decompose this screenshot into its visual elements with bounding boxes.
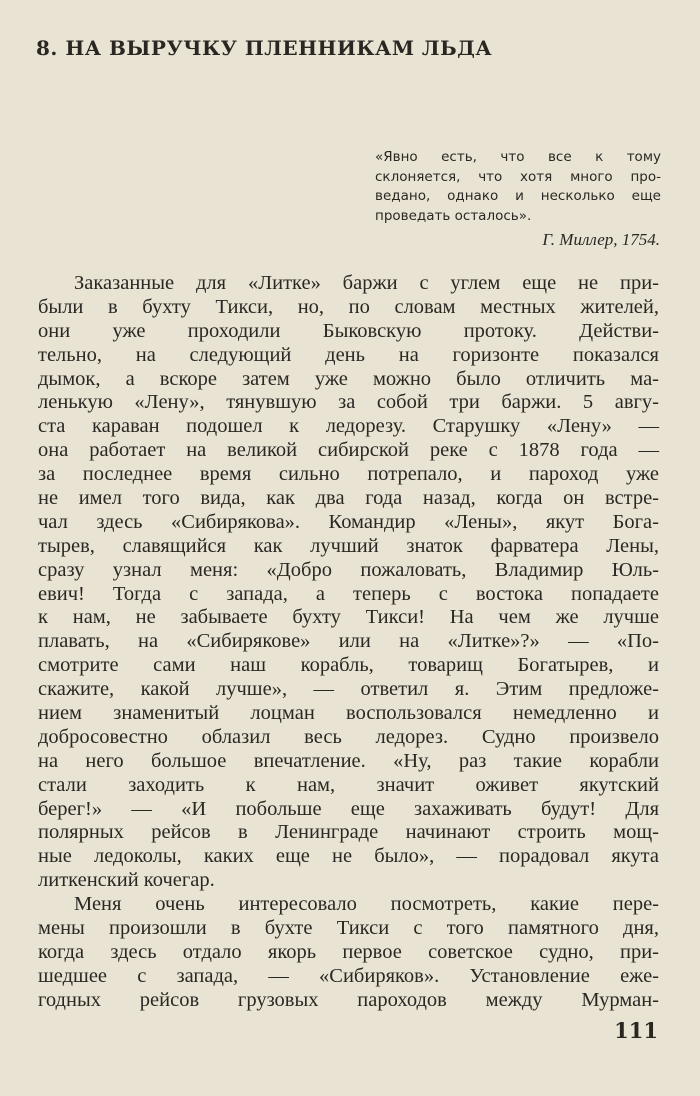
body-line: берег!» — «И побольше еще захаживать будут! Для [38, 797, 659, 820]
body-line: литкенский кочегар. [38, 869, 215, 892]
body-line: сразу узнал меня: «Добро пожаловать, Владимир Юль- [38, 558, 659, 581]
body-line: мены произошли в бухте Тикси с того памятного дня, [38, 917, 659, 940]
epigraph [375, 148, 661, 226]
body-line: они уже проходили Быковскую протоку. Действи- [38, 319, 659, 342]
body-line: были в бухту Тикси, но, по словам местных жителей, [38, 295, 659, 318]
body-line: когда здесь отдало якорь первое советское судно, при- [38, 940, 659, 963]
body-line: добросовестно облазил весь ледорез. Судно произвело [38, 725, 659, 748]
body-line: шедшее с запада, — «Сибиряков». Установление еже- [38, 964, 659, 987]
epigraph-line: проведать осталось». [375, 207, 532, 224]
body-line: годных рейсов грузовых пароходов между Мурман- [38, 988, 659, 1011]
body-line: она работает на великой сибирской реке с 1878 года — [38, 439, 659, 462]
body-line: ные ледоколы, каких еще не было», — порадовал якута [38, 845, 659, 868]
body-line: Заказанные для «Литке» баржи с углем еще не при- [74, 272, 659, 294]
body-line: нием знаменитый лоцман воспользовался немедленно и [38, 702, 659, 725]
page-number: 111 [614, 1018, 658, 1043]
body-line: на него большое впечатление. «Ну, раз такие корабли [38, 749, 659, 772]
body-line: к нам, не забываете бухту Тикси! На чем же лучше [38, 606, 659, 629]
body-line: чал здесь «Сибирякова». Командир «Лены», якут Бога- [38, 510, 659, 533]
body-line: тырев, славящийся как лучший знаток фарватера Лены, [38, 534, 659, 557]
body-line: Меня очень интересовало посмотреть, какие пере- [74, 893, 659, 916]
body-line: ленькую «Лену», тянувшую за собой три баржи. 5 авгу- [38, 391, 659, 414]
body-line: тельно, на следующий день на горизонте показался [38, 343, 659, 366]
epigraph-attribution: Г. Миллер, 1754. [542, 230, 660, 249]
body-line: ста караван подошел к ледорезу. Старушку «Лену» — [38, 415, 659, 438]
body-line: не имел того вида, как два года назад, когда он встре- [38, 487, 659, 510]
body-line: стали заходить к нам, значит оживет якутский [38, 773, 659, 796]
chapter-title: 8. НА ВЫРУЧКУ ПЛЕННИКАМ ЛЬДА [36, 36, 493, 60]
body-line: за последнее время сильно потрепало, и пароход уже [38, 463, 659, 486]
body-line: скажите, какой лучше», — ответил я. Этим предложе- [38, 678, 659, 701]
body-line: смотрите сами наш корабль, товарищ Богатырев, и [38, 654, 659, 677]
body-line: евич! Тогда с запада, а теперь с востока попадаете [38, 582, 659, 605]
epigraph-line: ведано, однако и несколько еще [375, 188, 661, 204]
body-line: полярных рейсов в Ленинграде начинают строить мощ- [38, 821, 659, 844]
body-line: дымок, а вскоре затем уже можно было отличить ма- [38, 367, 659, 390]
epigraph-line: «Явно есть, что все к тому [375, 149, 661, 165]
body-line: плавать, на «Сибирякове» или на «Литке»?» — «По- [38, 630, 659, 653]
body-text [38, 272, 659, 1013]
epigraph-line: склоняется, что хотя много про- [375, 168, 661, 185]
